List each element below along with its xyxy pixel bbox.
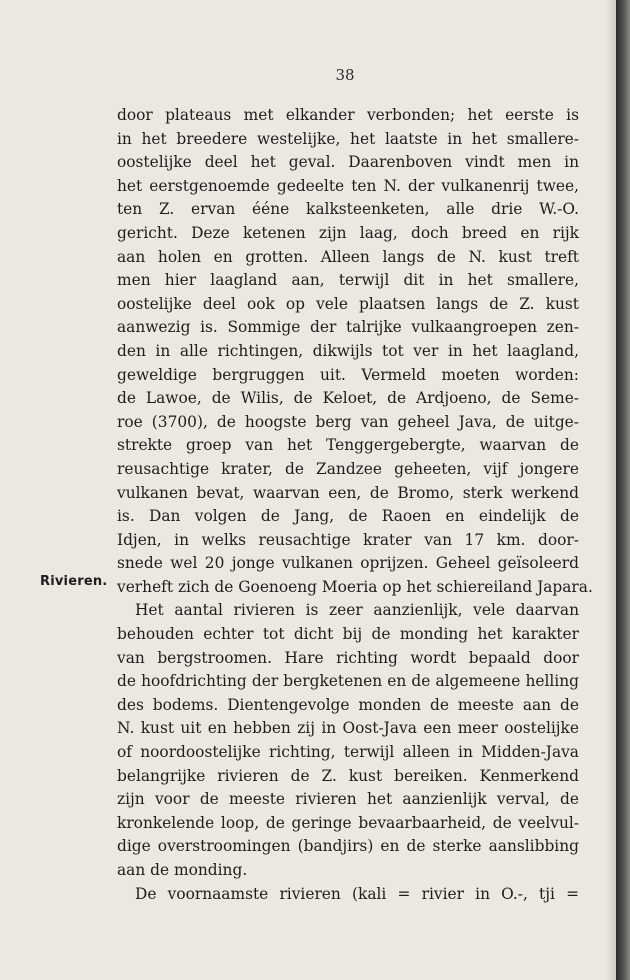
text-line: dige overstroomingen (bandjirs) en de sterke aanslibbing (117, 837, 579, 856)
text-line: belangrijke rivieren de Z. kust bereiken. Kenmerkend (117, 766, 579, 785)
text-line: het eerstgenoemde gedeelte ten N. der vulkanenrij twee, (117, 176, 579, 195)
text-line: door plateaus met elkander verbonden; het eerste is (117, 106, 579, 124)
text-line: verheft zich de Goenoeng Moeria op het schiereiland Japara. (117, 577, 593, 596)
page-edge-shadow (606, 0, 616, 980)
text-line: des bodems. Dientengevolge monden de meeste aan de (117, 695, 579, 714)
text-line: de hoofdrichting der bergketenen en de algemeene helling (117, 672, 579, 691)
text-line: kronkelende loop, de geringe bevaarbaarheid, de veelvul- (117, 813, 579, 832)
body-text (117, 104, 593, 906)
text-line: aan holen en grotten. Alleen langs de N. kust treft (117, 247, 579, 266)
text-line: strekte groep van het Tenggergebergte, waarvan de (117, 436, 579, 455)
text-line: aanwezig is. Sommige der talrijke vulkaangroepen zen- (117, 318, 579, 337)
text-line: zijn voor de meeste rivieren het aanzienlijk verval, de (117, 790, 579, 809)
text-line: Idjen, in welks reusachtige krater van 17 km. door- (117, 530, 579, 549)
text-line: de Lawoe, de Wilis, de Keloet, de Ardjoeno, de Seme- (117, 389, 579, 408)
text-line: aan de monding. (117, 861, 248, 879)
text-line: oostelijke deel het geval. Daarenboven vindt men in (117, 153, 579, 172)
text-line: roe (3700), de hoogste berg van geheel Java, de uitge- (117, 412, 579, 431)
text-line: men hier laagland aan, terwijl dit in het smallere, (117, 271, 579, 290)
text-line: is. Dan volgen de Jang, de Raoen en eindelijk de (117, 507, 579, 526)
text-line: ten Z. ervan ééne kalksteenketen, alle drie W.-O. (117, 200, 579, 219)
book-spine (616, 0, 630, 980)
text-line: geweldige bergruggen uit. Vermeld moeten worden: (117, 365, 579, 384)
text-line: oostelijke deel ook op vele plaatsen langs de Z. kust (117, 294, 579, 313)
text-line: den in alle richtingen, dikwijls tot ver in het laagland, (117, 341, 579, 360)
page-number: 38 (335, 66, 355, 84)
text-line: vulkanen bevat, waarvan een, de Bromo, sterk werkend (117, 483, 579, 502)
text-line: De voornaamste rivieren (kali = rivier in O.-, tji = (135, 884, 579, 903)
text-line: van bergstroomen. Hare richting wordt bepaald door (117, 648, 579, 667)
text-line: reusachtige krater, de Zandzee geheeten, vijf jongere (117, 459, 579, 478)
text-line: behouden echter tot dicht bij de monding het karakter (117, 625, 579, 644)
text-line: snede wel 20 jonge vulkanen oprijzen. Geheel geïsoleerd (117, 554, 579, 573)
margin-note-rivieren: Rivieren. (40, 574, 108, 589)
text-line: N. kust uit en hebben zij in Oost-Java een meer oostelijke (117, 719, 579, 738)
text-line: in het breedere westelijke, het laatste in het smallere- (117, 129, 579, 148)
text-line: of noordoostelijke richting, terwijl alleen in Midden-Java (117, 743, 579, 762)
text-line: Het aantal rivieren is zeer aanzienlijk, vele daarvan (135, 601, 579, 620)
text-line: gericht. Deze ketenen zijn laag, doch breed en rijk (117, 223, 579, 242)
